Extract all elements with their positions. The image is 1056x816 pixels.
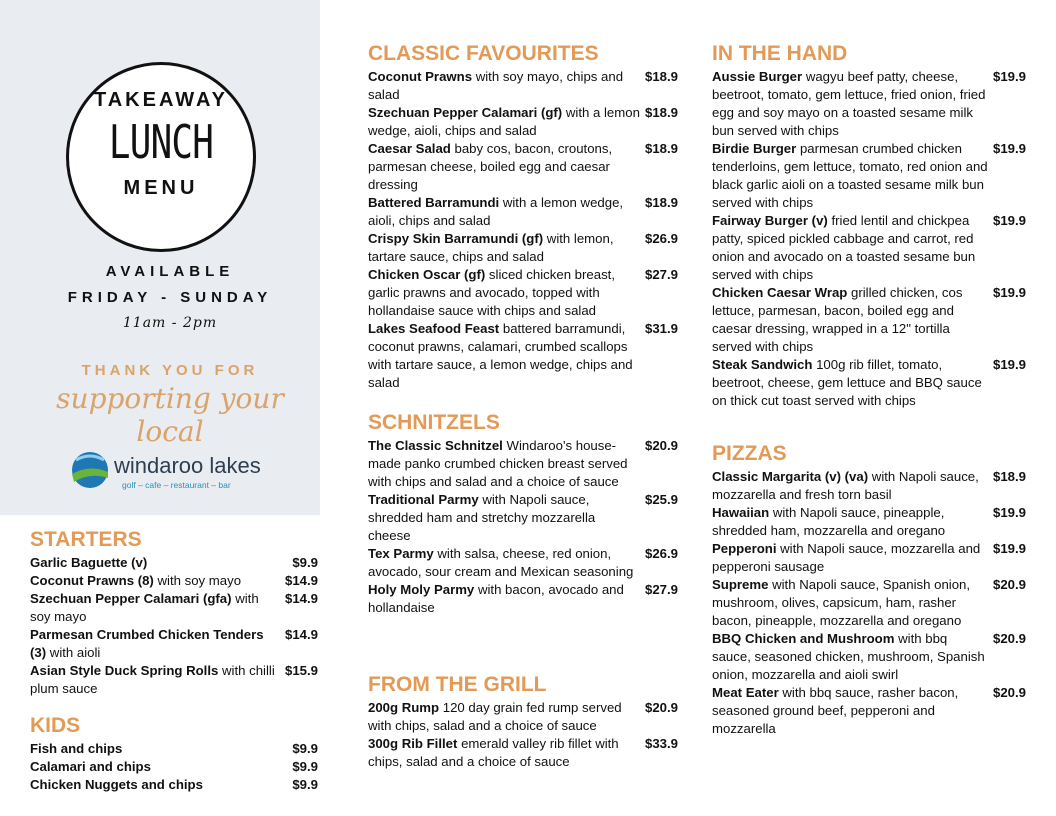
menu-item-text <box>712 284 993 356</box>
menu-item-name: Crispy Skin Barramundi (gf) <box>368 231 544 246</box>
menu-item-price: $20.9 <box>644 438 678 453</box>
menu-item-name: Calamari and chips <box>30 759 151 774</box>
menu-item-text <box>712 504 993 540</box>
menu-item-text <box>30 758 292 776</box>
menu-item-price: $27.9 <box>644 582 678 597</box>
menu-item-price: $19.9 <box>992 285 1026 300</box>
menu-item <box>712 684 1026 738</box>
menu-item-name: BBQ Chicken and Mushroom <box>712 631 895 646</box>
menu-item <box>368 437 678 491</box>
menu-item-name: Pepperoni <box>712 541 777 556</box>
menu-item-price: $9.9 <box>292 777 318 792</box>
in-the-hand-section <box>712 42 1026 410</box>
menu-item-name: 200g Rump <box>368 700 440 715</box>
menu-item-text <box>30 572 285 590</box>
menu-item-description: with a lemon wedge, aioli, chips and salad <box>368 195 624 228</box>
menu-item-text <box>712 468 993 504</box>
menu-item-price: $19.9 <box>992 357 1026 372</box>
menu-item-price: $14.9 <box>284 573 318 588</box>
menu-item-description: with soy mayo, chips and salad <box>368 69 624 102</box>
menu-item-text <box>368 437 645 491</box>
menu-item-text <box>368 320 645 392</box>
menu-item-name: The Classic Schnitzel <box>368 438 503 453</box>
header-panel <box>0 0 320 515</box>
menu-item-text <box>30 626 285 662</box>
logo-name: windaroo lakes <box>114 453 261 478</box>
section-heading: CLASSIC FAVOURITES <box>368 42 599 65</box>
title-takeaway: TAKEAWAY <box>93 89 229 111</box>
menu-item-name: Lakes Seafood Feast <box>368 321 500 336</box>
menu-item-description: with lemon, tartare sauce, chips and salad <box>368 231 614 264</box>
menu-item <box>368 194 678 230</box>
menu-item-name: Traditional Parmy <box>368 492 479 507</box>
menu-item-description: battered barramundi, coconut prawns, calamari, crumbed scallops with tartare sauce, a lemon wedge, chips and salad <box>368 321 633 390</box>
logo-tagline: golf – cafe – restaurant – bar <box>122 480 231 490</box>
menu-item-price: $18.9 <box>644 69 678 84</box>
menu-item-description: fried lentil and chickpea patty, spiced pickled cabbage and carrot, red onion and avocado on a toasted sesame bun served with chips <box>712 213 976 282</box>
menu-item-price: $14.9 <box>284 627 318 642</box>
section-heading: FROM THE GRILL <box>368 673 547 696</box>
kids-section <box>30 714 318 794</box>
menu-item-text <box>712 356 993 410</box>
thank-you-text: THANK YOU FOR <box>81 362 259 379</box>
menu-item-name: Holy Moly Parmy <box>368 582 475 597</box>
menu-item-description: with chilli plum sauce <box>30 663 275 696</box>
menu-item <box>712 212 1026 284</box>
menu-item <box>368 699 678 735</box>
menu-item-text <box>368 104 645 140</box>
menu-item <box>712 356 1026 410</box>
menu-item-name: Aussie Burger <box>712 69 803 84</box>
supporting-local-text: supporting your local <box>56 382 284 448</box>
menu-item-price: $9.9 <box>292 741 318 756</box>
section-heading: IN THE HAND <box>712 42 848 65</box>
menu-item-price: $18.9 <box>992 469 1026 484</box>
menu-item-price: $19.9 <box>992 69 1026 84</box>
menu-item-description: with bacon, avocado and hollandaise <box>368 582 624 615</box>
menu-item-text <box>712 140 993 212</box>
menu-item-description: emerald valley rib fillet with chips, salad and a choice of sauce <box>368 736 619 769</box>
menu-item-text <box>712 576 993 630</box>
menu-item-price: $20.9 <box>992 685 1026 700</box>
menu-item-description: with Napoli sauce, mozzarella and pepperoni sausage <box>712 541 981 574</box>
menu-item-price: $19.9 <box>992 505 1026 520</box>
menu-item-price: $27.9 <box>644 267 678 282</box>
menu-item-name: Supreme <box>712 577 769 592</box>
menu-item-name: Chicken Oscar (gf) <box>368 267 486 282</box>
pizzas-section <box>712 442 1026 738</box>
menu-item-name: Hawaiian <box>712 505 770 520</box>
menu-item <box>368 581 678 617</box>
menu-item-name: Steak Sandwich <box>712 357 813 372</box>
menu-item-name: 300g Rib Fillet <box>368 736 458 751</box>
menu-item-description: with salsa, cheese, red onion, avocado, sour cream and Mexican seasoning <box>368 546 634 579</box>
menu-item <box>30 758 318 776</box>
menu-item-text <box>30 740 292 758</box>
menu-item <box>30 554 318 572</box>
menu-item <box>368 545 678 581</box>
menu-item-price: $18.9 <box>644 195 678 210</box>
menu-item-name: Fish and chips <box>30 741 123 756</box>
menu-item-text <box>712 684 993 738</box>
menu-item-description: with Napoli sauce, Spanish onion, mushroom, olives, capsicum, ham, rasher bacon, pineapple, mozzarella and oregano <box>712 577 971 628</box>
section-heading: PIZZAS <box>712 442 787 465</box>
menu-item-name: Meat Eater <box>712 685 779 700</box>
menu-item-price: $31.9 <box>644 321 678 336</box>
menu-item-text <box>368 194 645 230</box>
menu-item <box>712 504 1026 540</box>
windaroo-lakes-logo <box>70 450 280 494</box>
menu-item-price: $18.9 <box>644 141 678 156</box>
menu-item-text <box>368 491 645 545</box>
menu-item <box>368 491 678 545</box>
menu-item-description: with Napoli sauce, shredded ham and stretchy mozzarella cheese <box>368 492 596 543</box>
menu-item <box>30 590 318 626</box>
menu-item-price: $19.9 <box>992 213 1026 228</box>
menu-item-text <box>712 212 993 284</box>
menu-item <box>712 630 1026 684</box>
menu-item <box>712 468 1026 504</box>
menu-item <box>368 230 678 266</box>
menu-item <box>30 740 318 758</box>
menu-item <box>30 662 318 698</box>
menu-item <box>30 572 318 590</box>
available-days: FRIDAY - SUNDAY <box>67 289 273 306</box>
menu-item-text <box>368 230 645 266</box>
menu-item-price: $20.9 <box>992 631 1026 646</box>
menu-item-description: with Napoli sauce, pineapple, shredded ham, mozzarella and oregano <box>712 505 946 538</box>
menu-item <box>712 284 1026 356</box>
menu-item-text <box>30 776 292 794</box>
menu-item-name: Chicken Nuggets and chips <box>30 777 203 792</box>
menu-item-text <box>368 140 645 194</box>
menu-item <box>712 540 1026 576</box>
available-hours: 11am - 2pm <box>122 315 218 331</box>
menu-item-description: with soy mayo <box>30 591 259 624</box>
menu-item-text <box>712 68 993 140</box>
menu-item-name: Szechuan Pepper Calamari (gfa) <box>30 591 232 606</box>
menu-item-description: baby cos, bacon, croutons, parmesan cheese, boiled egg and caesar dressing <box>368 141 613 192</box>
menu-item-name: Coconut Prawns (8) <box>30 573 154 588</box>
title-circle <box>66 62 256 252</box>
menu-item <box>712 68 1026 140</box>
menu-item <box>30 626 318 662</box>
menu-item-description: with bbq sauce, rasher bacon, seasoned ground beef, pepperoni and mozzarella <box>712 685 959 736</box>
menu-item-text <box>368 735 645 771</box>
menu-item-description: with aioli <box>46 645 101 660</box>
menu-item-name: Caesar Salad <box>368 141 451 156</box>
menu-item <box>368 140 678 194</box>
menu-item-text <box>30 662 285 698</box>
menu-item-price: $15.9 <box>284 663 318 678</box>
schnitzels-section <box>368 411 678 617</box>
from-the-grill-section <box>368 673 678 771</box>
menu-item-description: wagyu beef patty, cheese, beetroot, tomato, gem lettuce, fried onion, fried egg and soy mayo on a toasted sesame milk bun served with chips <box>712 69 986 138</box>
menu-item-price: $20.9 <box>992 577 1026 592</box>
menu-item-name: Asian Style Duck Spring Rolls <box>30 663 219 678</box>
menu-item <box>712 140 1026 212</box>
menu-item-description: Windaroo's house-made panko crumbed chicken breast served with chips and salad and a choice of sauce <box>368 438 628 489</box>
title-menu: MENU <box>123 177 199 199</box>
classic-favourites-section <box>368 42 678 392</box>
menu-item-name: Tex Parmy <box>368 546 434 561</box>
menu-item-text <box>30 554 292 572</box>
menu-item-name: Parmesan Crumbed Chicken Tenders (3) <box>30 627 264 660</box>
menu-item-text <box>368 68 645 104</box>
menu-item-name: Battered Barramundi <box>368 195 500 210</box>
section-heading: STARTERS <box>30 528 142 551</box>
menu-item-description: with Napoli sauce, mozzarella and fresh torn basil <box>712 469 979 502</box>
menu-item-name: Coconut Prawns <box>368 69 473 84</box>
menu-item <box>30 776 318 794</box>
menu-item-price: $9.9 <box>292 759 318 774</box>
menu-item-description: 120 day grain fed rump served with chips, salad and a choice of sauce <box>368 700 622 733</box>
menu-item-text <box>368 581 645 617</box>
available-label: AVAILABLE <box>105 263 235 280</box>
menu-item-price: $25.9 <box>644 492 678 507</box>
section-heading: KIDS <box>30 714 81 737</box>
menu-item-text <box>368 545 645 581</box>
menu-item <box>368 320 678 392</box>
menu-item <box>712 576 1026 630</box>
menu-item-price: $19.9 <box>992 541 1026 556</box>
menu-item-description: with bbq sauce, seasoned chicken, mushroom, Spanish onion, mozzarella and aioli swirl <box>712 631 985 682</box>
menu-item-description: grilled chicken, cos lettuce, parmesan, bacon, boiled egg and caesar dressing, wrapped in a 12" tortilla served with chips <box>712 285 963 354</box>
menu-item-text <box>368 266 645 320</box>
menu-item-text <box>712 540 993 576</box>
logo-globe-icon <box>70 450 112 494</box>
menu-item-price: $33.9 <box>644 736 678 751</box>
menu-item-name: Chicken Caesar Wrap <box>712 285 848 300</box>
menu-item-price: $9.9 <box>292 555 318 570</box>
starters-section <box>30 528 318 698</box>
menu-item-price: $26.9 <box>644 231 678 246</box>
menu-item <box>368 68 678 104</box>
menu-item-text <box>712 630 993 684</box>
menu-item-name: Classic Margarita (v) (va) <box>712 469 869 484</box>
menu-item <box>368 735 678 771</box>
menu-item-price: $14.9 <box>284 591 318 606</box>
menu-item-name: Birdie Burger <box>712 141 797 156</box>
menu-item-name: Fairway Burger (v) <box>712 213 828 228</box>
menu-item-description: parmesan crumbed chicken tenderloins, gem lettuce, tomato, red onion and black garlic aioli on a toasted sesame milk bun served with chips <box>712 141 988 210</box>
menu-item-description: 100g rib fillet, tomato, beetroot, cheese, gem lettuce and BBQ sauce on thick cut toast served with chips <box>712 357 982 408</box>
title-lunch: LUNCH <box>108 115 214 169</box>
menu-item-description: sliced chicken breast, garlic prawns and avocado, topped with hollandaise sauce with chips and salad <box>368 267 616 318</box>
menu-item-price: $20.9 <box>644 700 678 715</box>
menu-item-text <box>30 590 285 626</box>
menu-item <box>368 266 678 320</box>
section-heading: SCHNITZELS <box>368 411 500 434</box>
menu-item-description: with a lemon wedge, aioli, chips and salad <box>368 105 640 138</box>
menu-item <box>368 104 678 140</box>
menu-item-description: with soy mayo <box>153 573 242 588</box>
menu-item-price: $19.9 <box>992 141 1026 156</box>
menu-item-price: $26.9 <box>644 546 678 561</box>
menu-item-text <box>368 699 645 735</box>
menu-item-name: Garlic Baguette (v) <box>30 555 148 570</box>
menu-item-price: $18.9 <box>644 105 678 120</box>
menu-item-name: Szechuan Pepper Calamari (gf) <box>368 105 563 120</box>
